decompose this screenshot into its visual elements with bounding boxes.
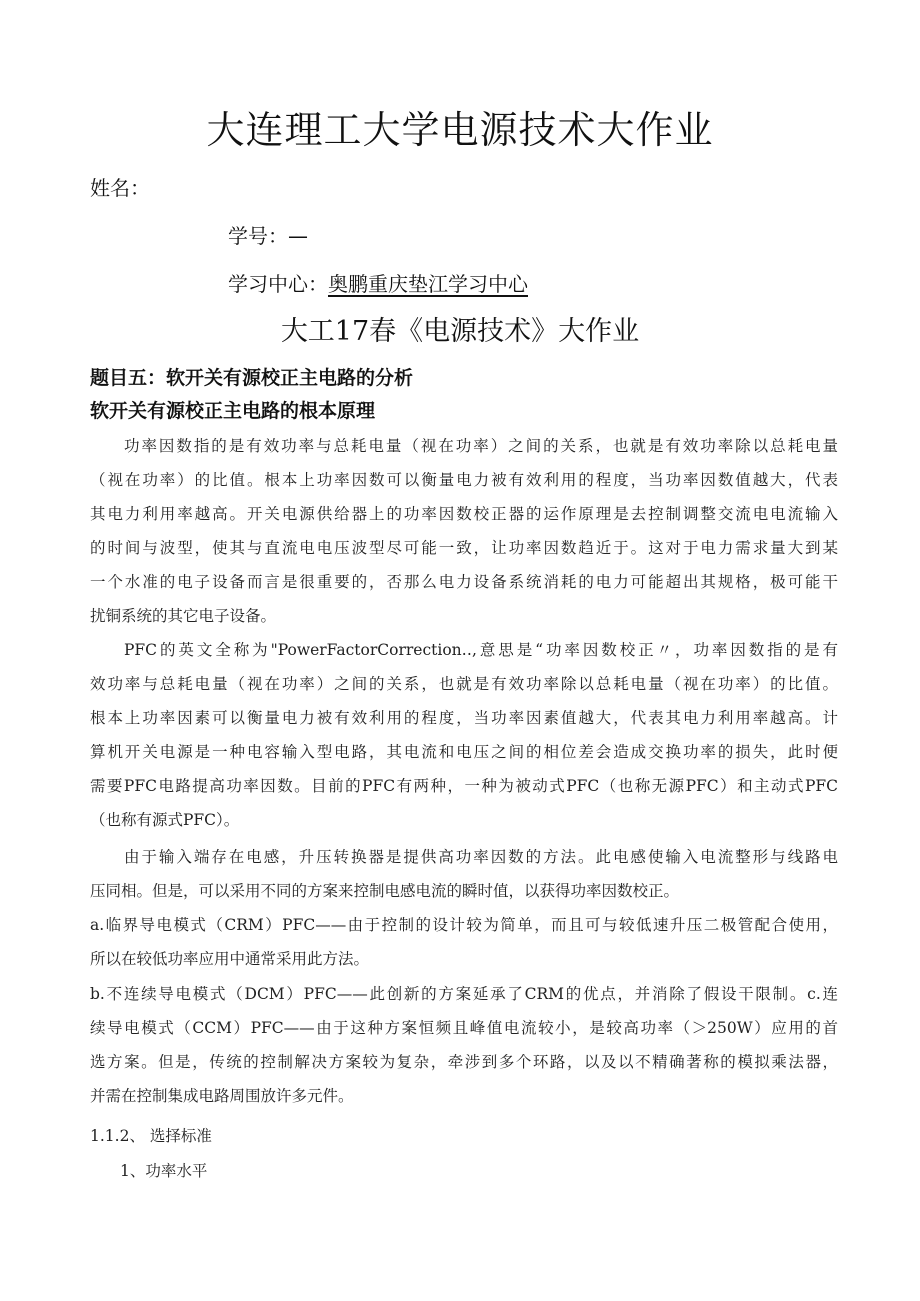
paragraph-line: a.临界导电模式（CRM）PFC——由于控制的设计较为简单，而且可与较低速升压二极管配合使用， <box>90 916 838 934</box>
paragraph-line: 压同相。但是，可以采用不同的方案来控制电感电流的瞬时值，以获得功率因数校正。 <box>90 882 680 900</box>
subsection-heading-selection-criteria: 1.1.2、 选择标准 <box>90 1127 212 1145</box>
paragraph-line: 效功率与总耗电量（视在功率）之间的关系，也就是有效功率除以总耗电量（视在功率）的比值。 <box>90 675 838 693</box>
paragraph-line: 所以在较低功率应用中通常采用此方法。 <box>90 950 370 968</box>
paragraph-line: 续导电模式（CCM）PFC——由于这种方案恒频且峰值电流较小，是较高功率（＞250W）应用的首 <box>90 1019 838 1037</box>
paragraph-line: 并需在控制集成电路周围放许多元件。 <box>90 1087 354 1105</box>
paragraph-dcm-ccm-mode <box>90 977 838 1113</box>
paragraph-line: 扰铜系统的其它电子设备。 <box>90 607 277 625</box>
paragraph-line: 选方案。但是，传统的控制解决方案较为复杂，牵涉到多个环路，以及以不精确著称的模拟乘法器， <box>90 1053 838 1071</box>
paragraph-line: 的时间与波型，使其与直流电电压波型尽可能一致，让功率因数趋近于。这对于电力需求量大到某 <box>90 539 838 557</box>
paragraph-line: 一个水准的电子设备而言是很重要的，否那么电力设备系统消耗的电力可能超出其规格，极可能干 <box>90 573 838 591</box>
paragraph-crm-mode <box>90 908 838 976</box>
paragraph-line: 功率因数指的是有效功率与总耗电量（视在功率）之间的关系，也就是有效功率除以总耗电量 <box>124 437 838 455</box>
paragraph-line: 其电力利用率越高。开关电源供给器上的功率因数校正器的运作原理是去控制调整交流电电流输入 <box>90 505 838 523</box>
list-item-power-level: 1、功率水平 <box>120 1162 208 1180</box>
study-center-line <box>228 270 528 298</box>
student-id-label: 学号：— <box>228 224 308 248</box>
document-title: 大连理工大学电源技术大作业 <box>206 108 714 152</box>
paragraph-line: （也称有源式PFC）。 <box>90 811 240 829</box>
paragraph-line: PFC的英文全称为"PowerFactorCorrection‥,意思是“功率因数校正〃，功率因数指的是有 <box>124 641 838 659</box>
study-center-label: 学习中心： <box>228 272 328 296</box>
paragraph-pfc-definition <box>90 633 838 837</box>
paragraph-boost-converter <box>90 840 838 908</box>
name-label: 姓名： <box>90 176 150 200</box>
section-heading: 软开关有源校正主电路的根本原理 <box>90 400 376 422</box>
paragraph-line: 需要PFC电路提高功率因数。目前的PFC有两种，一种为被动式PFC（也称无源PFC）和主动式PFC <box>90 777 838 795</box>
paragraph-line: （视在功率）的比值。根本上功率因数可以衡量电力被有效利用的程度，当功率因数值越大，代表 <box>90 471 838 489</box>
paragraph-line: 根本上功率因素可以衡量电力被有效利用的程度，当功率因素值越大，代表其电力利用率越高。计 <box>90 709 838 727</box>
paragraph-power-factor <box>90 429 838 633</box>
study-center-value: 奥鹏重庆垫江学习中心 <box>328 272 528 296</box>
paragraph-line: 算机开关电源是一种电容输入型电路，其电流和电压之间的相位差会造成交换功率的损失，此时便 <box>90 743 838 761</box>
paragraph-line: 由于输入端存在电感，升压转换器是提供高功率因数的方法。此电感使输入电流整形与线路电 <box>124 848 838 866</box>
assignment-subtitle: 大工17春《电源技术》大作业 <box>280 316 640 347</box>
topic-heading: 题目五：软开关有源校正主电路的分析 <box>90 367 414 389</box>
paragraph-line: b.不连续导电模式（DCM）PFC——此创新的方案延承了CRM的优点，并消除了假设干限制。c.连 <box>90 985 838 1003</box>
